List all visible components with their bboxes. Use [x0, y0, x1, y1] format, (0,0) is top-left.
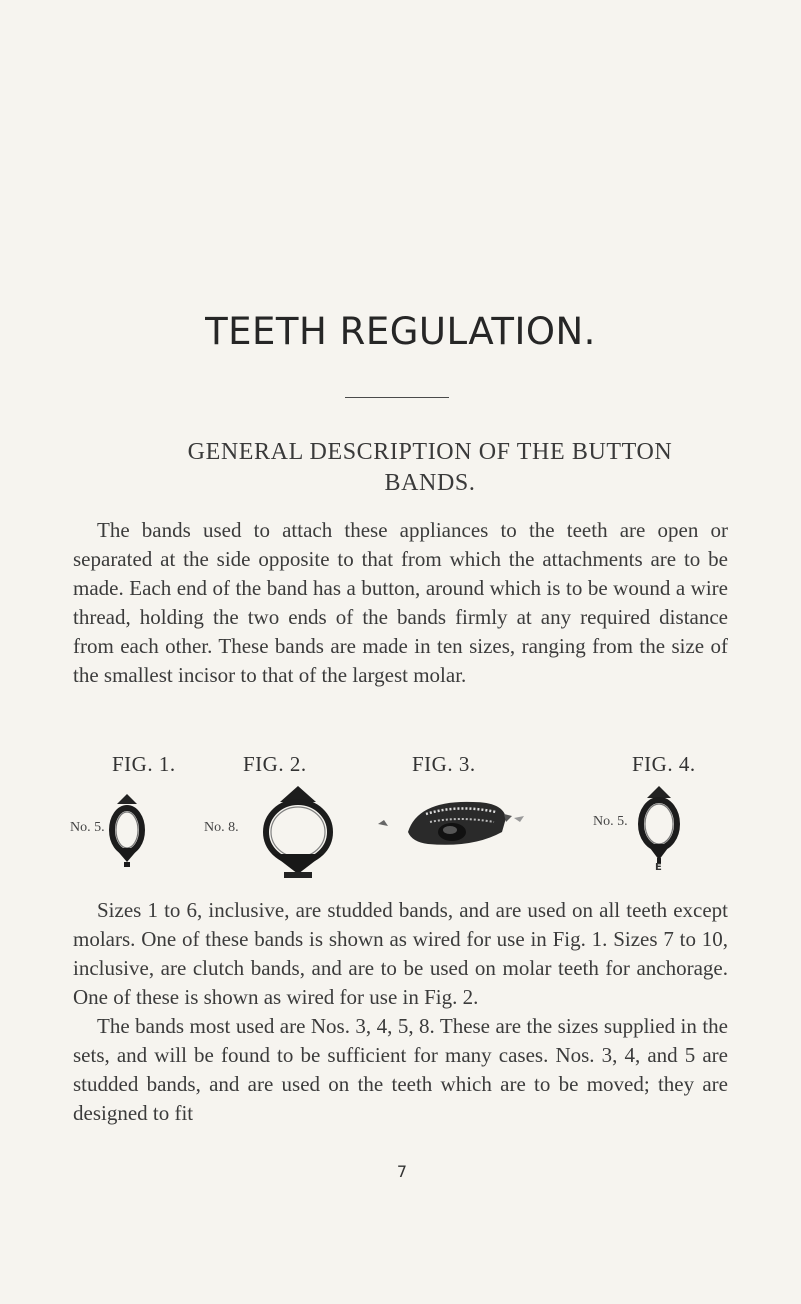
section-heading-line-1: GENERAL DESCRIPTION OF THE BUTTON	[187, 439, 673, 465]
page-number: 7	[396, 1162, 408, 1181]
sizes-paragraph-text: Sizes 1 to 6, inclusive, are studded bands, and are used on all teeth except molars. One of these bands is shown as wired for use in Fig. 1. Sizes 7 to 10, inclusive, are clutch bands, and are to be used on molar teeth for anchorage. One of these is shown as wired for use in Fig. 2.	[73, 898, 728, 1009]
fig-4-label: FIG. 4.	[632, 752, 696, 776]
fig-2-band-illustration	[250, 782, 346, 878]
fig-2-label: FIG. 2.	[243, 752, 307, 776]
common-bands-paragraph	[73, 1012, 728, 1128]
figures-row	[0, 752, 801, 872]
body-text	[73, 896, 728, 1128]
sizes-paragraph	[73, 896, 728, 1012]
fig-1-label: FIG. 1.	[112, 752, 176, 776]
fig-3-band-illustration	[378, 792, 528, 856]
fig-2-size-label: No. 8.	[204, 820, 239, 835]
intro-paragraph	[73, 516, 728, 690]
section-heading	[150, 437, 710, 499]
fig-4-band-illustration	[633, 784, 685, 868]
page-title: TEETH REGULATION.	[205, 310, 596, 353]
fig-4-marker-e: E	[655, 862, 662, 873]
intro-paragraph-text: The bands used to attach these appliances to the teeth are open or separated at the side opposite to that from which the attachments are to be made. Each end of the band has a button, around which is to be wound a wire thread, holding the two ends of the bands firmly at any required distance from each other. These bands are made in ten sizes, ranging from the size of the smallest incisor to that of the largest molar.	[73, 518, 728, 687]
fig-4-size-label: No. 5.	[593, 814, 628, 829]
section-heading-line-2: BANDS.	[384, 470, 476, 496]
common-bands-paragraph-text: The bands most used are Nos. 3, 4, 5, 8. These are the sizes supplied in the sets, and will be found to be sufficient for many cases. Nos. 3, 4, and 5 are studded bands, and are used on the teeth which are to be moved; they are designed to fit	[73, 1014, 728, 1125]
fig-3-label: FIG. 3.	[412, 752, 476, 776]
fig-1-band-illustration	[105, 790, 149, 870]
title-rule	[345, 397, 449, 398]
fig-1-size-label: No. 5.	[70, 820, 105, 835]
